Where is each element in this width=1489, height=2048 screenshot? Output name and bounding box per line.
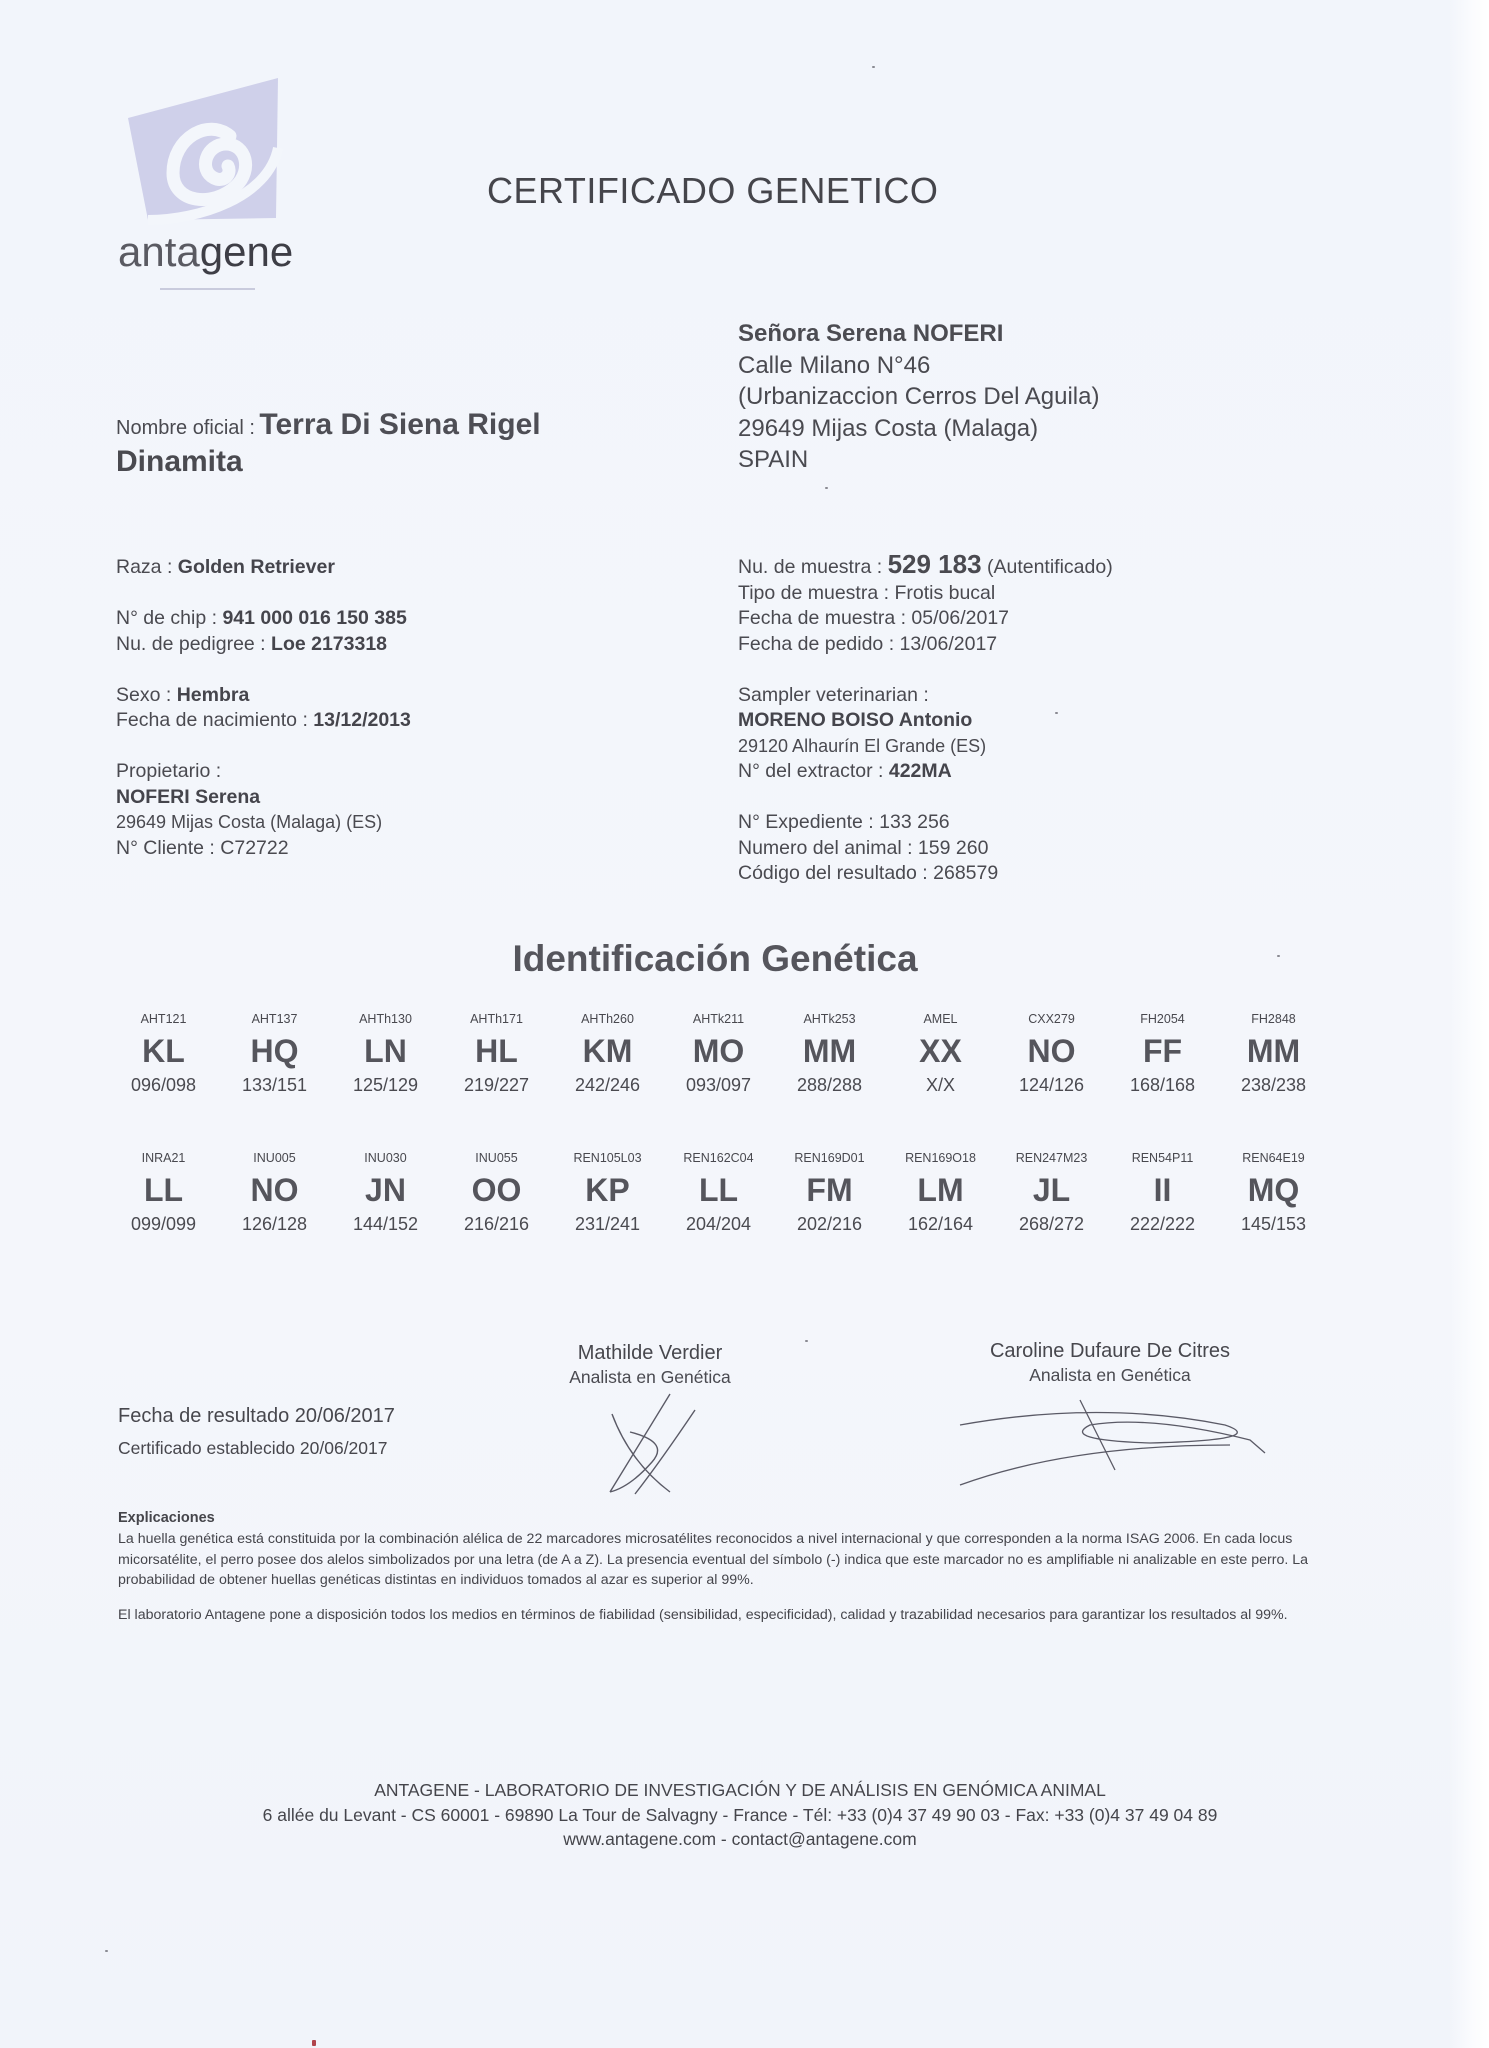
marker-cell [885,1147,996,1237]
antagene-logo [118,78,318,298]
sex-value: Hembra [176,683,250,706]
sample-number-field: Nu. de muestra : 529 183 (Autentificado) [738,549,1113,579]
marker-allele: LL [698,1172,739,1208]
marker-size: 099/099 [130,1214,197,1234]
vet-address: 29120 Alhaurín El Grande (ES) [738,735,987,756]
marker-code: INRA21 [141,1151,186,1165]
official-name-value-line2: Dinamita [116,445,243,478]
client-value: C72722 [220,836,289,859]
marker-code: AHTh130 [359,1012,412,1026]
page-title: CERTIFICADO GENETICO [487,170,939,211]
signatory-role: Analista en Genética [569,1367,731,1387]
client-field: N° Cliente : C72722 [116,836,289,859]
marker-cell [219,1008,330,1098]
marker-allele: NO [1027,1033,1076,1069]
marker-size: 162/164 [907,1214,974,1234]
recipient-address [738,318,1099,476]
marker-cell [885,1008,996,1098]
marker-size: 145/153 [1240,1214,1307,1234]
order-date-field: Fecha de pedido : 13/06/2017 [738,632,998,655]
marker-code: REN105L03 [573,1151,642,1165]
marker-allele: JN [365,1172,406,1208]
footer-address: 6 allée du Levant - CS 60001 - 69890 La Tour de Salvagny - France - Tél: +33 (0)4 37 49 90 03 - Fax: +33 (0)4 37 49 04 89 [262,1804,1218,1825]
footer-lab-name: ANTAGENE - LABORATORIO DE INVESTIGACIÓN Y DE ANÁLISIS EN GENÓMICA ANIMAL [374,1780,1106,1800]
marker-code: AHTh171 [470,1012,523,1026]
marker-code: REN64E19 [1242,1151,1305,1165]
marker-cell [996,1147,1107,1237]
explanations-paragraph: La huella genética está constituida por la combinación alélica de 22 marcadores microsatélites reconocidos a nivel internacional y que corresponden a la norma ISAG 2006. En cada locus micorsatélite, el perro posee dos alelos simbolizados por una letra (de A a Z). La presencia eventual del símbolo (-) indica que este marcador no es amplifiable ni analizable en este perro. La probabilidad de obtener huellas genéticas distintas en individuos tomados al azar es superior al 99%. [118,1530,1309,1589]
scan-speck [105,1950,108,1952]
marker-code: REN169D01 [794,1151,865,1165]
marker-allele: HQ [250,1033,299,1069]
sample-number-value: 529 183 [887,549,982,579]
marker-code: AHTk253 [803,1012,856,1026]
marker-code: AHT137 [251,1012,298,1026]
marker-size: 242/246 [574,1075,641,1095]
marker-size: 231/241 [574,1214,641,1234]
recipient-line: (Urbanizaccion Cerros Del Aguila) [738,383,1100,410]
footer [0,1778,1480,1852]
marker-cell [552,1008,663,1098]
marker-cell [330,1147,441,1237]
scan-speck [312,2040,316,2046]
marker-cell [774,1147,885,1237]
explanations-heading: Explicaciones [118,1510,215,1526]
result-code-field: Código del resultado : 268579 [738,862,999,884]
owner-label: Propietario : [116,760,222,782]
marker-cell [1107,1147,1218,1237]
marker-code: CXX279 [1028,1012,1075,1026]
marker-cell [663,1008,774,1098]
marker-size: 093/097 [685,1075,752,1095]
owner-address: 29649 Mijas Costa (Malaga) (ES) [116,812,383,832]
marker-code: INU055 [475,1151,518,1165]
signatory-2 [950,1338,1270,1386]
marker-code: FH2848 [1251,1012,1296,1026]
marker-size: 126/128 [241,1214,308,1234]
breed-field: Raza : Golden Retriever [116,556,335,578]
animal-info [116,555,411,861]
scan-speck [1055,712,1058,714]
marker-code: AHT121 [140,1012,187,1026]
marker-code: REN54P11 [1131,1151,1194,1165]
sample-info [738,549,1113,887]
certificate-date: Certificado establecido 20/06/2017 [118,1438,388,1458]
genetic-id-heading: Identificación Genética [512,938,918,979]
marker-code: INU030 [364,1151,407,1165]
sample-status: (Autentificado) [986,556,1113,578]
marker-size: 288/288 [796,1075,863,1095]
marker-cell [108,1147,219,1237]
signature-scribble-icon [950,1395,1270,1495]
marker-code: AHTk211 [692,1012,745,1026]
recipient-line: SPAIN [738,446,809,473]
marker-size: 144/152 [352,1214,419,1234]
pedigree-field: Nu. de pedigree : Loe 2173318 [116,632,388,655]
marker-allele: MO [692,1033,745,1069]
marker-cell [1218,1008,1329,1098]
marker-code: AHTh260 [581,1012,634,1026]
spiral-logo-icon [118,78,288,228]
signatory-name: Mathilde Verdier [577,1342,723,1364]
scan-speck [805,1340,808,1342]
marker-size: 096/098 [130,1075,197,1095]
marker-code: AMEL [923,1012,958,1026]
marker-size: 124/126 [1018,1075,1085,1095]
marker-allele: KP [585,1172,630,1208]
vet-label: Sampler veterinarian : [738,683,929,706]
marker-allele: FF [1142,1033,1183,1069]
signatory-1 [530,1340,770,1388]
birth-date-value: 13/12/2013 [313,709,411,731]
scan-speck [825,487,828,489]
recipient-line: Calle Milano N°46 [738,351,931,379]
marker-allele: HL [475,1033,518,1069]
marker-allele: LN [364,1033,407,1069]
marker-cell [552,1147,663,1237]
marker-cell [219,1147,330,1237]
pedigree-value: Loe 2173318 [271,632,388,655]
marker-size: X/X [925,1075,955,1095]
sample-date-field: Fecha de muestra : 05/06/2017 [738,607,1010,629]
owner-name: NOFERI Serena [116,785,261,808]
explanations-paragraph: El laboratorio Antagene pone a disposición todos los medios en términos de fiabilidad (sensibilidad, especificidad), calidad y trazabilidad necesarios para garantizar los resultados al 99%. [118,1607,1288,1624]
extractor-field: N° del extractor : 422MA [738,760,952,782]
marker-code: REN162C04 [683,1151,754,1165]
marker-size: 202/216 [796,1214,863,1234]
marker-size: 238/238 [1240,1075,1307,1095]
marker-size: 204/204 [685,1214,752,1234]
page-edge [1449,0,1489,2048]
signature-2 [950,1395,1270,1500]
marker-allele: OO [471,1172,522,1208]
marker-allele: LM [917,1172,964,1208]
marker-size: 168/168 [1129,1075,1196,1095]
marker-size: 133/151 [241,1075,308,1095]
marker-size: 268/272 [1018,1214,1085,1234]
marker-allele: MM [802,1033,857,1069]
chip-value: 941 000 016 150 385 [222,607,407,629]
logo-underline [160,288,255,290]
marker-cell [774,1008,885,1098]
explanations [118,1508,1338,1626]
marker-cell [441,1147,552,1237]
marker-allele: JL [1032,1172,1071,1208]
official-name-label: Nombre oficial : [116,417,255,439]
official-name-value: Terra Di Siena Rigel [259,408,541,441]
marker-allele: FM [806,1172,853,1208]
marker-size: 125/129 [352,1075,419,1095]
result-date: Fecha de resultado 20/06/2017 [118,1405,395,1427]
marker-allele: NO [250,1172,299,1208]
marker-row-1 [108,1008,1330,1098]
marker-size: 219/227 [463,1075,530,1095]
marker-allele: KM [582,1033,633,1069]
recipient-name: Señora Serena NOFERI [738,320,1004,347]
result-dates [118,1400,395,1464]
marker-code: INU005 [253,1151,296,1165]
sex-field: Sexo : Hembra [116,683,250,706]
sample-type-field: Tipo de muestra : Frotis bucal [738,581,996,604]
marker-cell [108,1008,219,1098]
marker-cell [441,1008,552,1098]
marker-allele: KL [142,1033,185,1069]
marker-allele: II [1153,1172,1172,1208]
vet-name: MORENO BOISO Antonio [738,709,973,731]
chip-field: N° de chip : 941 000 016 150 385 [116,607,407,629]
marker-size: 216/216 [463,1214,530,1234]
signature-1 [600,1392,700,1507]
birth-date-field: Fecha de nacimiento : 13/12/2013 [116,709,411,731]
marker-cell [330,1008,441,1098]
marker-code: REN169O18 [905,1151,976,1165]
marker-allele: MQ [1247,1172,1300,1208]
marker-cell [1107,1008,1218,1098]
signatory-role: Analista en Genética [1029,1365,1191,1385]
file-number-field: N° Expediente : 133 256 [738,811,950,833]
official-name [116,408,541,480]
marker-allele: LL [143,1172,184,1208]
breed-value: Golden Retriever [177,556,335,578]
marker-code: REN247M23 [1015,1151,1088,1165]
recipient-line: 29649 Mijas Costa (Malaga) [738,414,1039,442]
marker-code: FH2054 [1140,1012,1185,1026]
animal-number-field: Numero del animal : 159 260 [738,836,989,859]
signatory-name: Caroline Dufaure De Citres [989,1340,1231,1362]
signature-scribble-icon [600,1392,700,1502]
marker-size: 222/222 [1129,1214,1196,1234]
marker-allele: MM [1246,1033,1301,1069]
marker-cell [663,1147,774,1237]
marker-allele: XX [919,1033,962,1069]
marker-row-2 [108,1147,1330,1237]
scan-speck [1277,955,1280,957]
logo-wordmark: antagene [118,228,294,275]
marker-cell [996,1008,1107,1098]
scan-speck [872,66,875,68]
marker-cell [1218,1147,1329,1237]
footer-contact: www.antagene.com - contact@antagene.com [563,1829,917,1849]
